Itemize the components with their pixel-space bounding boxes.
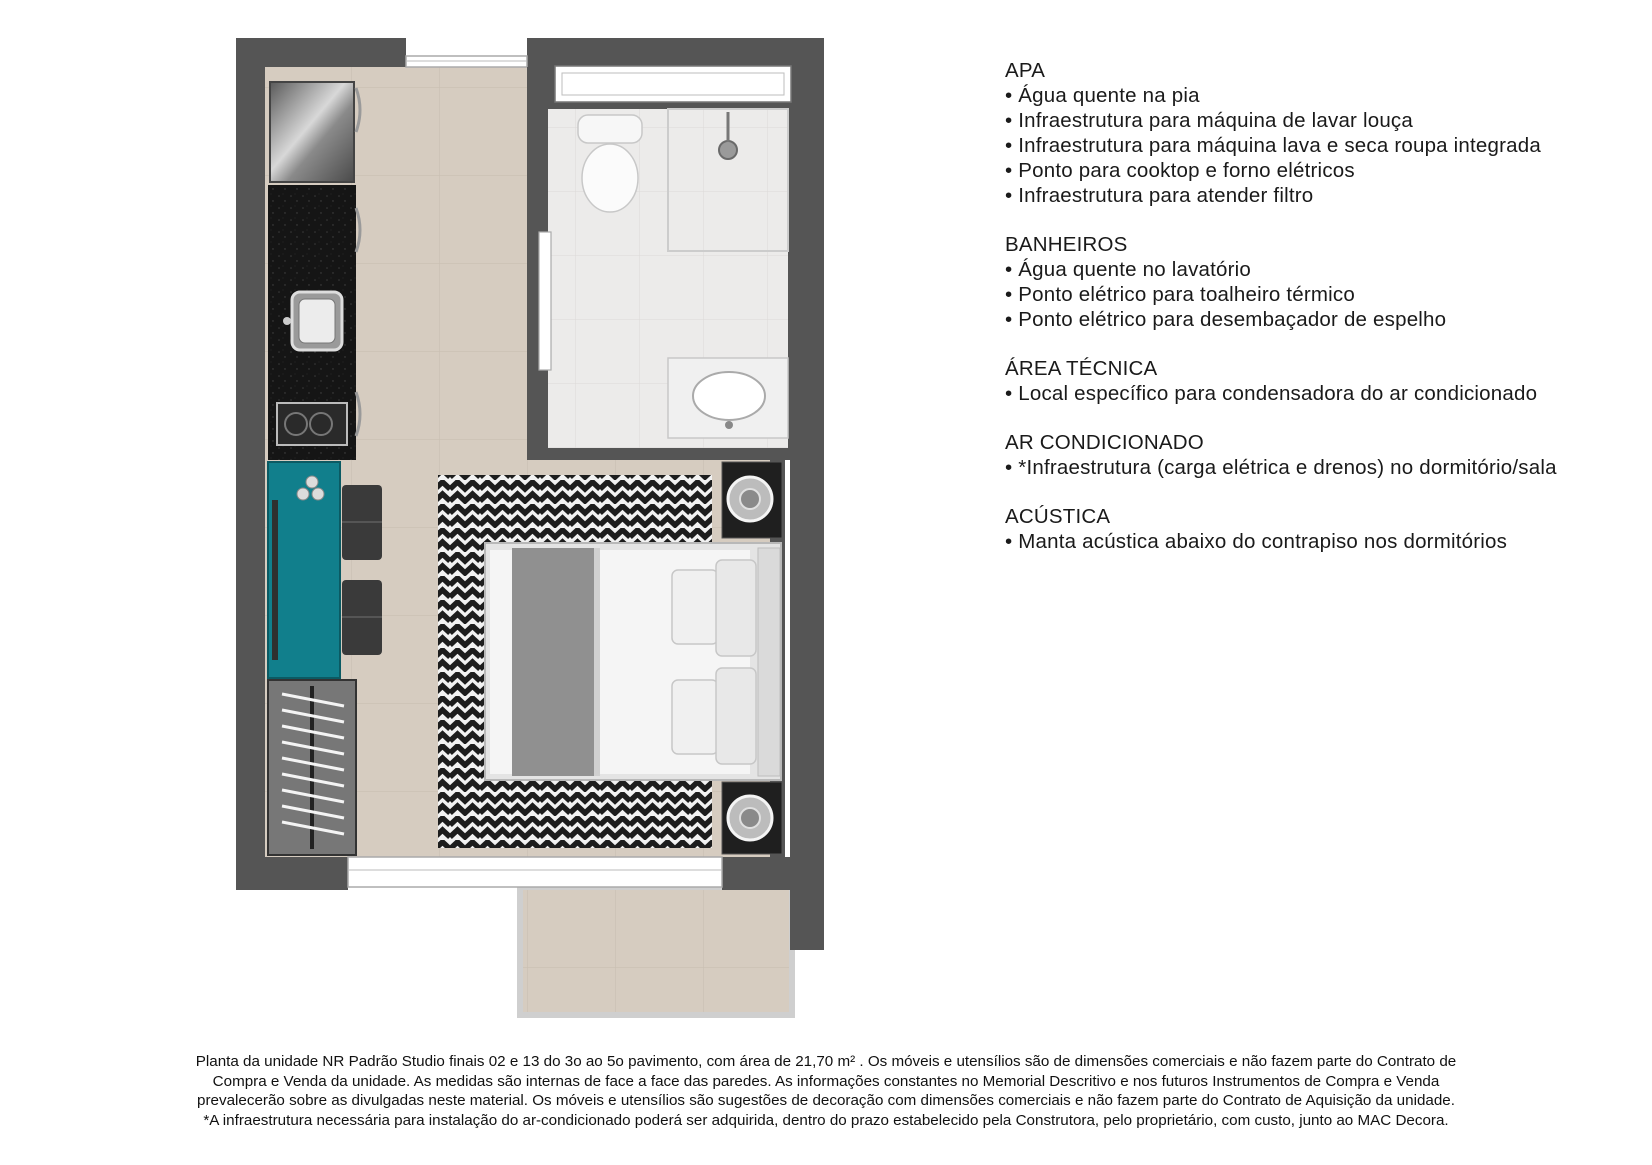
feature-item: • Infraestrutura para máquina de lavar louça — [1005, 109, 1413, 132]
toilet-tank — [578, 115, 642, 143]
cooktop — [277, 403, 347, 445]
section-apa — [1005, 58, 1615, 208]
feature-item: • Água quente no lavatório — [1005, 258, 1252, 281]
bottom-right-wall — [722, 857, 824, 890]
section-title: ÁREA TÉCNICA — [1005, 357, 1158, 380]
closet-rod — [310, 686, 314, 849]
features-panel — [1005, 58, 1615, 578]
footnote-line: Compra e Venda da unidade. As medidas são internas de face a face das paredes. As informações constantes no Memorial Descritivo e nos futuros Instrumentos de Compra e Venda — [212, 1072, 1440, 1090]
pillow-bottom — [672, 680, 718, 754]
shower-niche — [555, 66, 791, 102]
footnote-line: Planta da unidade NR Padrão Studio finais 02 e 13 do 3o ao 5o pavimento, com área de 21,70 m² . Os móveis e utensílios são de dimensões comerciais e não fazem parte do Contrato de — [195, 1053, 1457, 1070]
feature-item: • Ponto elétrico para desembaçador de espelho — [1005, 308, 1447, 331]
feature-item: • Manta acústica abaixo do contrapiso nos dormitórios — [1005, 530, 1508, 553]
section-title: BANHEIROS — [1005, 233, 1128, 256]
feature-item: • Infraestrutura para atender filtro — [1005, 184, 1314, 207]
teal-cabinet-handle — [272, 500, 278, 660]
kitchen-faucet-icon — [283, 317, 291, 325]
lamp-top-center — [740, 489, 760, 509]
section-title: APA — [1005, 59, 1046, 82]
kitchen-sink-basin — [299, 299, 335, 343]
balcony-door — [348, 857, 722, 887]
bottom-left-wall — [236, 857, 348, 890]
top-left-wall — [236, 38, 406, 67]
right-wall — [790, 38, 824, 950]
section-area-tecnica — [1005, 356, 1615, 406]
top-right-wall — [527, 38, 824, 67]
pillow-bottom-back — [716, 668, 756, 764]
pillow-top-back — [716, 560, 756, 656]
bed-blanket-edge — [594, 548, 600, 776]
toilet-bowl — [582, 144, 638, 212]
bed-blanket — [512, 548, 594, 776]
section-title: AR CONDICIONADO — [1005, 431, 1204, 454]
section-banheiros — [1005, 232, 1615, 332]
section-acustica — [1005, 504, 1615, 554]
bed-headboard — [758, 548, 780, 776]
footnote-line: prevalecerão sobre as divulgadas neste material. Os móveis e utensílios são sugestões de decoração com dimensões comerciais e não fazem parte do Contrato de Aquisição da unidade. — [197, 1092, 1455, 1109]
balcony-floor — [520, 887, 792, 1015]
footnote-line: *A infraestrutura necessária para instalação do ar-condicionado poderá ser adquirida, dentro do prazo estabelecido pela Construtora, pelo proprietário, com custo, junto ao MAC Decora. — [203, 1111, 1449, 1129]
lamp-bottom-center — [740, 808, 760, 828]
feature-item: • Infraestrutura para máquina lava e seca roupa integrada — [1005, 134, 1541, 157]
teal-decor-1 — [306, 476, 318, 488]
feature-item: • Ponto elétrico para toalheiro térmico — [1005, 283, 1355, 306]
pillow-top — [672, 570, 718, 644]
feature-item: • Ponto para cooktop e forno elétricos — [1005, 159, 1355, 182]
feature-item: • *Infraestrutura (carga elétrica e drenos) no dormitório/sala — [1005, 456, 1557, 479]
shower-drain — [719, 141, 737, 159]
section-title: ACÚSTICA — [1005, 505, 1111, 528]
bathroom-sink — [693, 372, 765, 420]
feature-item: • Local específico para condensadora do ar condicionado — [1005, 382, 1538, 405]
fridge — [270, 82, 354, 182]
footnote — [40, 1052, 1612, 1130]
feature-item: • Água quente na pia — [1005, 84, 1200, 107]
bathroom-door — [539, 232, 551, 370]
teal-decor-3 — [312, 488, 324, 500]
sink-faucet-icon — [725, 421, 733, 429]
teal-decor-2 — [297, 488, 309, 500]
left-wall — [236, 38, 265, 890]
section-ar-condicionado — [1005, 430, 1615, 480]
